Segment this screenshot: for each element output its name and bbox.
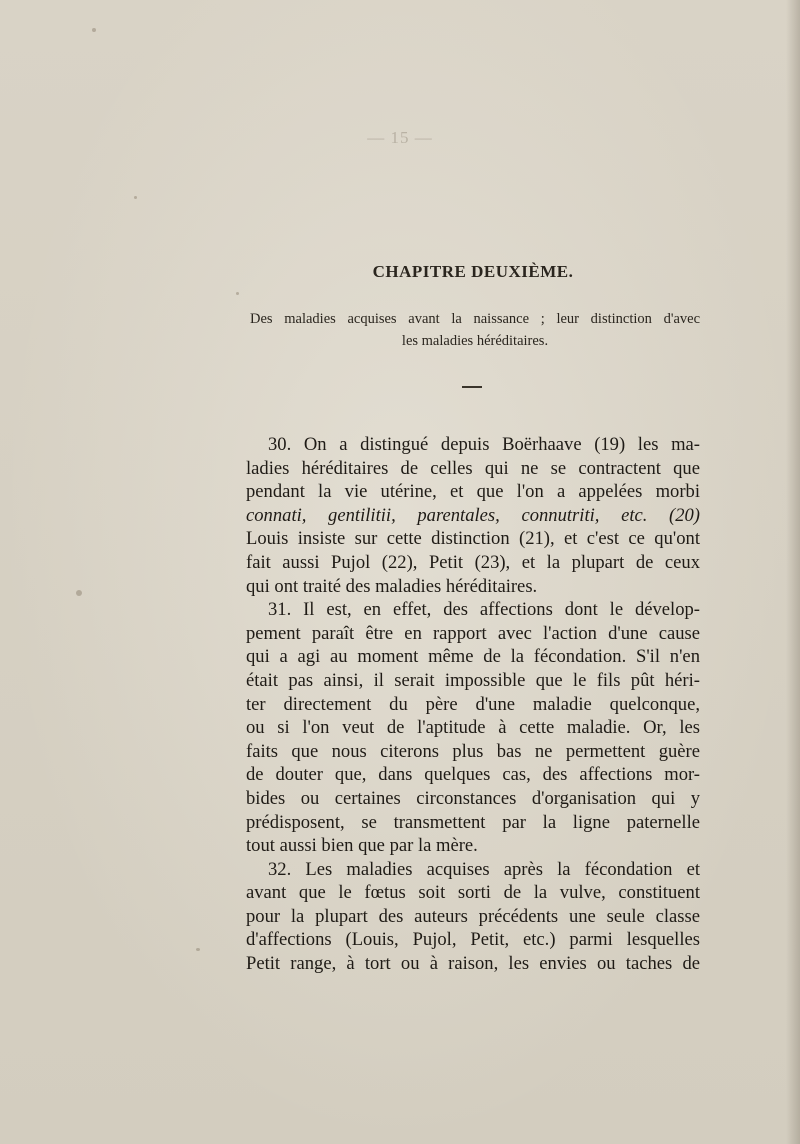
paper-speck: [196, 948, 200, 951]
section-divider: [462, 386, 482, 388]
text-line: bides ou certaines circonstances d'organisation qui y: [246, 787, 700, 809]
text-line: ou si l'on veut de l'aptitude à cette maladie. Or, les: [246, 717, 700, 739]
text-line: faits que nous citerons plus bas ne permettent guère: [246, 740, 700, 762]
text-line: qui ont traité des maladies héréditaires.: [246, 575, 538, 597]
text-line: d'affections (Louis, Pujol, Petit, etc.) parmi lesquelles: [246, 929, 700, 951]
text-line: fait aussi Pujol (22), Petit (23), et la plupart de ceux: [246, 551, 700, 573]
text-line: pement paraît être en rapport avec l'action d'une cause: [246, 622, 700, 644]
text-line: de douter que, dans quelques cas, des affections mor-: [246, 764, 700, 786]
chapter-title: CHAPITRE DEUXIÈME.: [372, 262, 574, 281]
paper-speck: [134, 196, 137, 199]
text-line: connati, gentilitii, parentales, connutriti, etc. (20): [246, 504, 700, 526]
text-line: 31. Il est, en effet, des affections dont le dévelop-: [268, 599, 700, 621]
paragraph-32: [246, 858, 700, 976]
paper-speck: [76, 590, 82, 596]
paper-speck: [92, 28, 96, 32]
text-line: ladies héréditaires de celles qui ne se contractent que: [246, 457, 700, 479]
paragraph-31: [246, 598, 700, 858]
page-edge-shadow: [786, 0, 800, 1144]
text-line: Petit range, à tort ou à raison, les envies ou taches de: [246, 953, 700, 975]
body-text: [246, 433, 700, 976]
page-number: — 15 —: [367, 128, 433, 147]
text-line: était pas ainsi, il serait impossible que le fils pût héri-: [246, 669, 700, 691]
subtitle-line: Des maladies acquises avant la naissance ; leur distinction d'avec: [250, 311, 700, 327]
text-line: pendant la vie utérine, et que l'on a appelées morbi: [246, 481, 700, 503]
paragraph-30: [246, 433, 700, 598]
paper-speck: [236, 292, 239, 295]
text-line: tout aussi bien que par la mère.: [246, 835, 478, 857]
text-line: prédisposent, se transmettent par la ligne paternelle: [246, 811, 700, 833]
text-line: qui a agi au moment même de la fécondation. S'il n'en: [246, 646, 700, 668]
subtitle-line: les maladies héréditaires.: [401, 333, 549, 349]
text-line: avant que le fœtus soit sorti de la vulve, constituent: [246, 882, 700, 904]
text-line: 30. On a distingué depuis Boërhaave (19) les ma-: [268, 434, 700, 455]
text-line: pour la plupart des auteurs précédents une seule classe: [246, 905, 700, 927]
text-line: ter directement du père d'une maladie quelconque,: [246, 693, 700, 715]
chapter-subtitle: [250, 308, 700, 352]
text-line: Louis insiste sur cette distinction (21), et c'est ce qu'ont: [246, 528, 700, 550]
text-line: 32. Les maladies acquises après la fécondation et: [268, 858, 700, 880]
